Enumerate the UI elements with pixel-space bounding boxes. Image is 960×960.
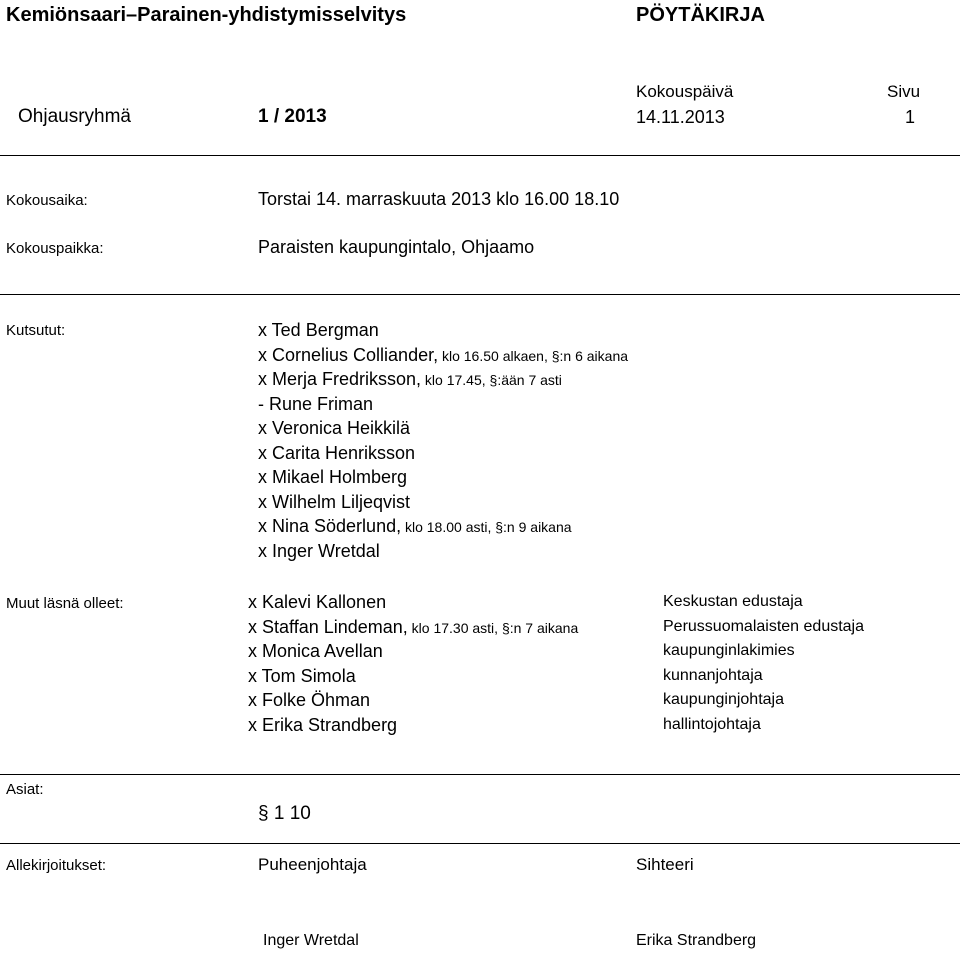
member-name: x Wilhelm Liljeqvist [258, 491, 411, 512]
list-item [248, 615, 578, 640]
list-item [258, 318, 628, 343]
list-item [258, 392, 628, 417]
date-value: 14.11.2013 [636, 107, 725, 127]
member-name: x Nina Söderlund, [258, 516, 402, 536]
member-note: klo 17.30 asti, §:n 7 aikana [407, 619, 579, 636]
chair-name: Inger Wretdal [263, 932, 359, 949]
group-name: Ohjausryhmä [18, 106, 131, 127]
time-value: Torstai 14. marraskuuta 2013 klo 16.00 18.10 [258, 189, 620, 209]
member-name: x Cornelius Colliander, [258, 344, 439, 365]
invited-list [258, 318, 628, 563]
others-label: Muut läsnä olleet: [6, 595, 124, 612]
member-note: klo 16.50 alkaen, §:n 6 aikana [438, 347, 629, 364]
date-label: Kokouspäivä [636, 82, 734, 101]
member-role: kunnanjohtaja [663, 666, 763, 684]
list-item [258, 539, 628, 564]
page-label: Sivu [887, 82, 921, 101]
place-value: Paraisten kaupungintalo, Ohjaamo [258, 237, 535, 257]
member-name: x Folke Öhman [248, 690, 371, 710]
member-role: kaupunginjohtaja [663, 691, 784, 708]
list-item [258, 490, 628, 515]
member-role: kaupunginlakimies [663, 642, 795, 659]
member-note: klo 18.00 asti, §:n 9 aikana [401, 519, 572, 535]
place-label: Kokouspaikka: [6, 240, 104, 257]
divider [0, 774, 960, 775]
member-name: x Carita Henriksson [258, 442, 416, 463]
list-item [258, 343, 628, 368]
secretary-title: Sihteeri [636, 855, 694, 874]
divider [0, 294, 960, 295]
document-title: Kemiönsaari–Parainen-yhdistymisselvitys [6, 4, 407, 26]
list-item [258, 441, 628, 466]
meeting-number: 1 / 2013 [258, 106, 327, 127]
member-role: hallintojohtaja [663, 715, 761, 733]
list-item [248, 664, 578, 689]
member-name: x Staffan Lindeman, [248, 616, 408, 637]
list-item [248, 713, 578, 738]
member-name: x Inger Wretdal [258, 540, 380, 561]
member-name: x Monica Avellan [248, 641, 383, 661]
document-type: PÖYTÄKIRJA [636, 4, 765, 26]
page-number: 1 [905, 107, 916, 127]
member-name: x Erika Strandberg [248, 714, 398, 735]
list-item [248, 590, 578, 615]
member-note: klo 17.45, §:ään 7 asti [421, 372, 562, 388]
member-name: x Kalevi Kallonen [248, 592, 387, 612]
roles-list [663, 590, 864, 737]
list-item [248, 688, 578, 713]
time-label: Kokousaika: [6, 192, 88, 209]
list-item [248, 639, 578, 664]
divider [0, 843, 960, 844]
list-item [258, 514, 628, 539]
signatures-label: Allekirjoitukset: [6, 857, 107, 874]
matters-value: § 1 10 [258, 803, 311, 824]
list-item [258, 465, 628, 490]
member-name: - Rune Friman [258, 393, 374, 414]
member-name: x Ted Bergman [258, 320, 379, 340]
member-name: x Mikael Holmberg [258, 467, 408, 487]
matters-label: Asiat: [6, 781, 44, 798]
invited-label: Kutsutut: [6, 322, 66, 339]
member-name: x Veronica Heikkilä [258, 418, 411, 438]
list-item [258, 367, 628, 392]
member-role: Perussuomalaisten edustaja [663, 617, 865, 635]
member-role: Keskustan edustaja [663, 593, 803, 610]
member-name: x Merja Fredriksson, [258, 369, 422, 389]
chair-title: Puheenjohtaja [258, 855, 367, 874]
others-list [248, 590, 578, 737]
divider [0, 155, 960, 156]
secretary-name: Erika Strandberg [636, 932, 757, 949]
list-item [258, 416, 628, 441]
member-name: x Tom Simola [248, 665, 356, 686]
